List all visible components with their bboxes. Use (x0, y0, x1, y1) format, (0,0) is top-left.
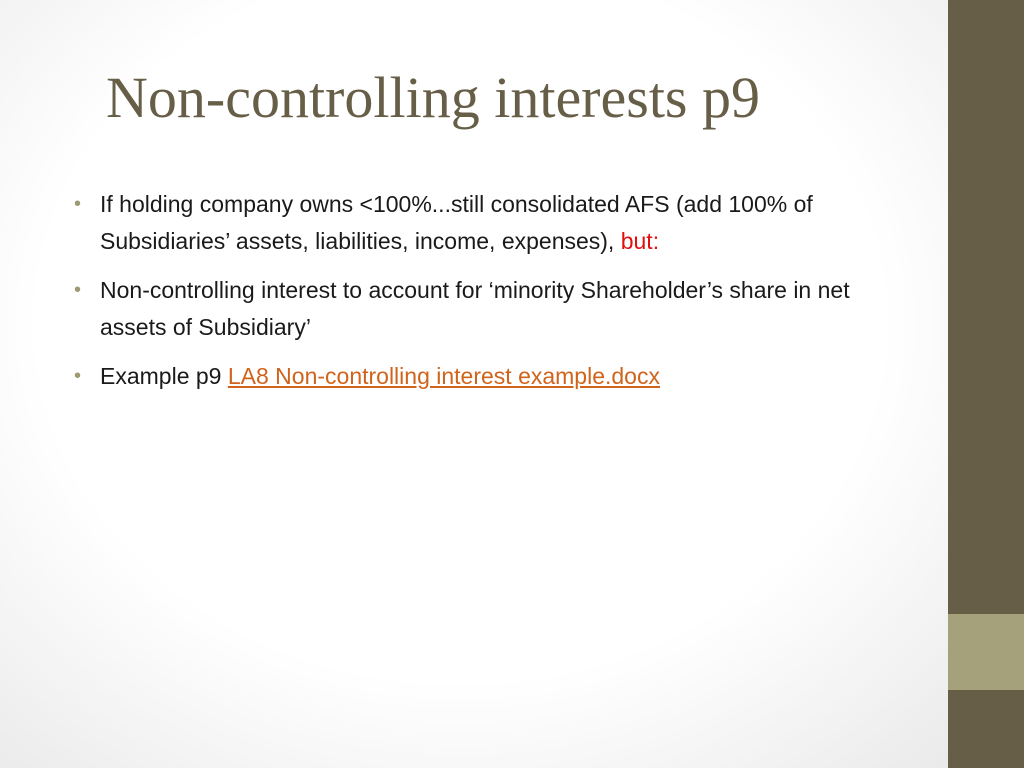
bullet-item-non-controlling-interest (72, 272, 912, 346)
bullet-highlight: but: (620, 228, 660, 254)
bullet-item-consolidation (72, 186, 912, 260)
bullet-text: Non-controlling interest to account for ‘minority Shareholder’s share in net assets of Subsidiary’ (100, 277, 850, 340)
bullet-marker: • (74, 365, 82, 387)
bullet-item-example (72, 358, 912, 395)
example-document-link[interactable]: LA8 Non-controlling interest example.docx (227, 363, 660, 389)
bullet-text: If holding company owns <100%...still consolidated AFS (add 100% of Subsidiaries’ assets, liabilities, income, expenses), (100, 191, 813, 254)
bullet-text: Example p9 (100, 363, 228, 389)
bullet-list (72, 186, 912, 407)
bullet-marker: • (74, 279, 82, 301)
bullet-marker: • (74, 193, 82, 215)
slide-title: Non-controlling interests p9 (106, 65, 761, 130)
side-bar-accent (948, 614, 1024, 690)
